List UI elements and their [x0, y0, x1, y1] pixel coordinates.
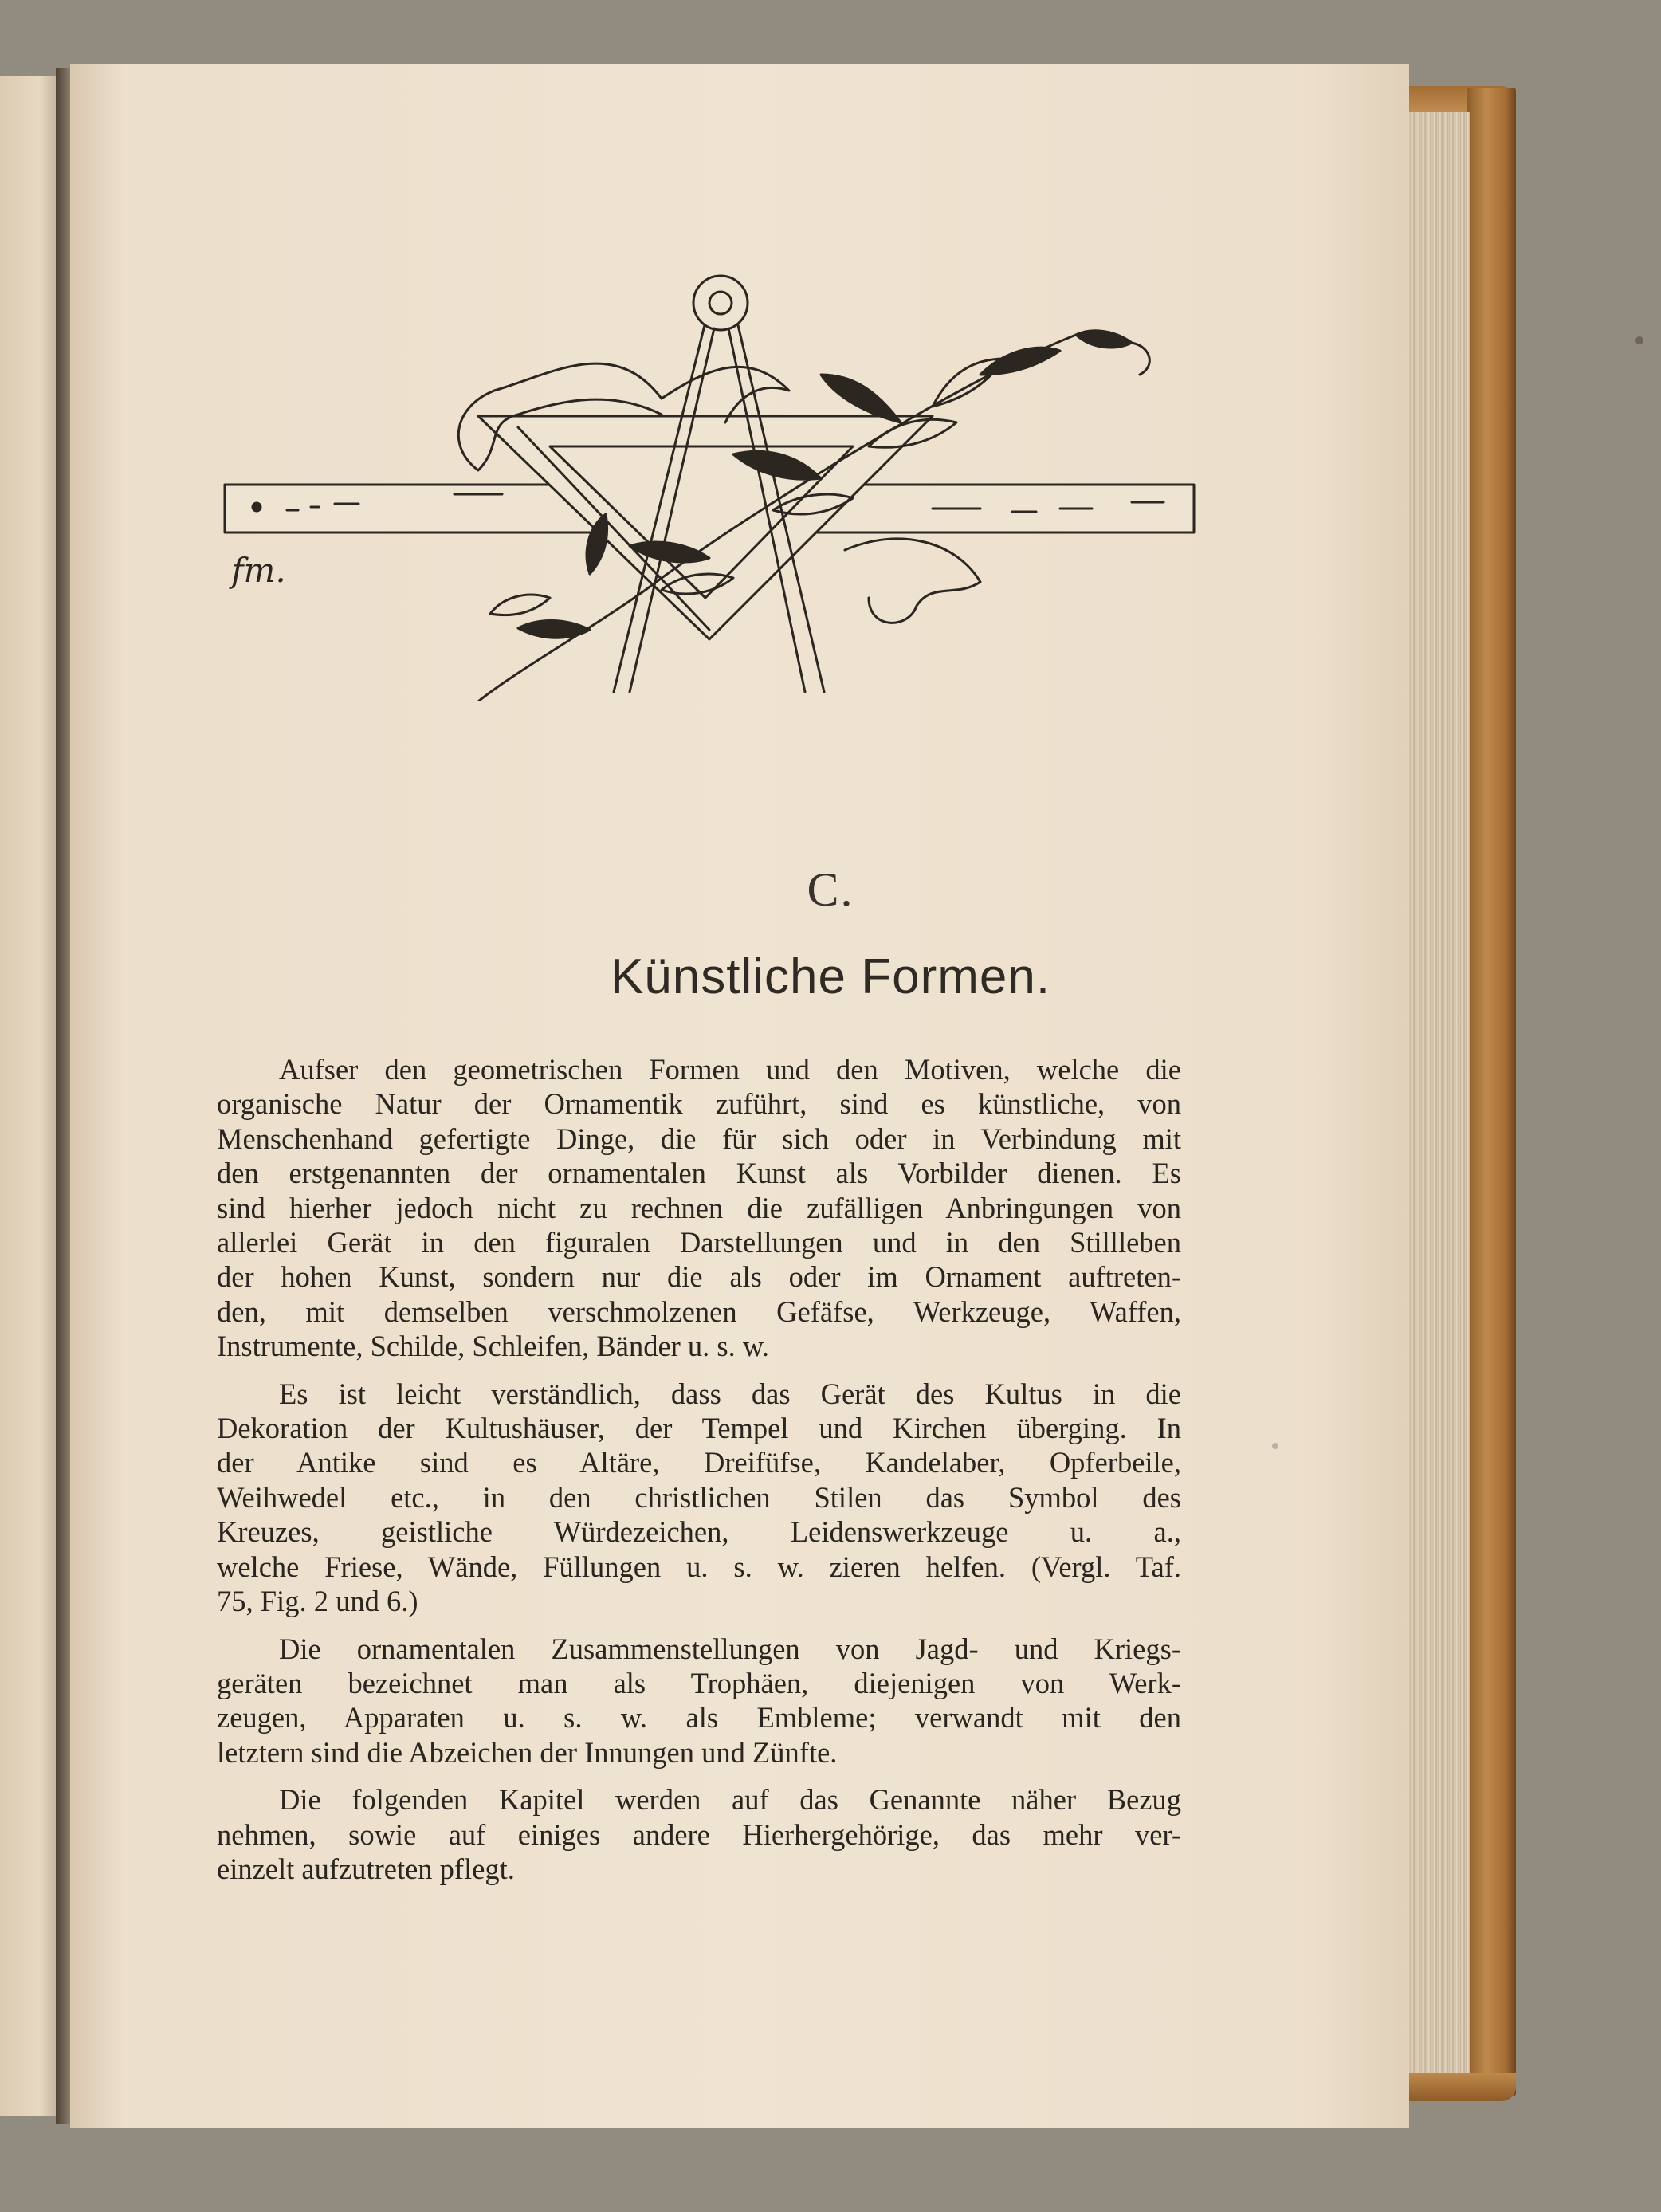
- text-line: Aufser den geometrischen Formen und den Motiven, welche die: [279, 1053, 1181, 1086]
- page-title: Künstliche Formen.: [610, 949, 1051, 1004]
- body-text: [217, 1052, 1181, 1899]
- text-line: Weihwedel etc., in den christlichen Stilen das Symbol des: [217, 1480, 1181, 1514]
- text-line: allerlei Gerät in den figuralen Darstellungen und in den Stillleben: [217, 1226, 1181, 1259]
- text-line: Menschenhand gefertigte Dinge, die für sich oder in Verbindung mit: [217, 1122, 1181, 1155]
- book-cover-bottom: [1396, 2073, 1516, 2101]
- section-letter: C.: [807, 863, 854, 916]
- paragraph: [217, 1377, 1181, 1619]
- scan-speck: [1635, 336, 1643, 344]
- text-line: Es ist leicht verständlich, dass das Gerät des Kultus in die: [279, 1377, 1181, 1410]
- text-line: organische Natur der Ornamentik zuführt, sind es künstliche, von: [217, 1087, 1181, 1121]
- scan-speck: [1272, 1443, 1278, 1449]
- text-line: 75, Fig. 2 und 6.): [217, 1585, 418, 1618]
- text-line: sind hierher jedoch nicht zu rechnen die zufälligen Anbringungen von: [217, 1191, 1181, 1224]
- text-line: Instrumente, Schilde, Schleifen, Bänder u. s. w.: [217, 1330, 770, 1363]
- text-line: einzelt aufzutreten pflegt.: [217, 1852, 515, 1885]
- text-line: nehmen, sowie auf einiges andere Hierhergehörige, das mehr ver-: [217, 1817, 1181, 1851]
- text-line: den, mit demselben verschmolzenen Gefäfse, Werkzeuge, Waffen,: [217, 1295, 1181, 1328]
- text-line: Die folgenden Kapitel werden auf das Genannte näher Bezug: [279, 1783, 1181, 1817]
- illustrator-signature: fm.: [231, 551, 286, 590]
- paragraph: [217, 1052, 1181, 1364]
- text-line: der hohen Kunst, sondern nur die als oder im Ornament auftreten-: [217, 1260, 1181, 1294]
- text-line: Kreuzes, geistliche Würdezeichen, Leidenswerkzeuge u. a.,: [217, 1515, 1181, 1549]
- text-line: Dekoration der Kultushäuser, der Tempel und Kirchen überging. In: [217, 1412, 1181, 1445]
- paragraph: [217, 1632, 1181, 1770]
- text-line: letztern sind die Abzeichen der Innungen und Zünfte.: [217, 1735, 838, 1769]
- text-line: Die ornamentalen Zusammenstellungen von Jagd- und Kriegs-: [279, 1632, 1181, 1665]
- masonic-compass-square-ornament-icon: [215, 255, 1219, 701]
- text-line: zeugen, Apparaten u. s. w. als Embleme; verwandt mit den: [217, 1701, 1181, 1735]
- text-line: der Antike sind es Altäre, Dreifüfse, Kandelaber, Opferbeile,: [217, 1446, 1181, 1479]
- page-edges: [1404, 112, 1470, 2073]
- paragraph: [217, 1782, 1181, 1886]
- text-line: welche Friese, Wände, Füllungen u. s. w. zieren helfen. (Vergl. Taf.: [217, 1550, 1181, 1583]
- book-cover-spine: [1467, 88, 1516, 2096]
- text-line: den erstgenannten der ornamentalen Kunst als Vorbilder dienen. Es: [217, 1157, 1181, 1190]
- text-line: geräten bezeichnet man als Trophäen, diejenigen von Werk-: [217, 1666, 1181, 1699]
